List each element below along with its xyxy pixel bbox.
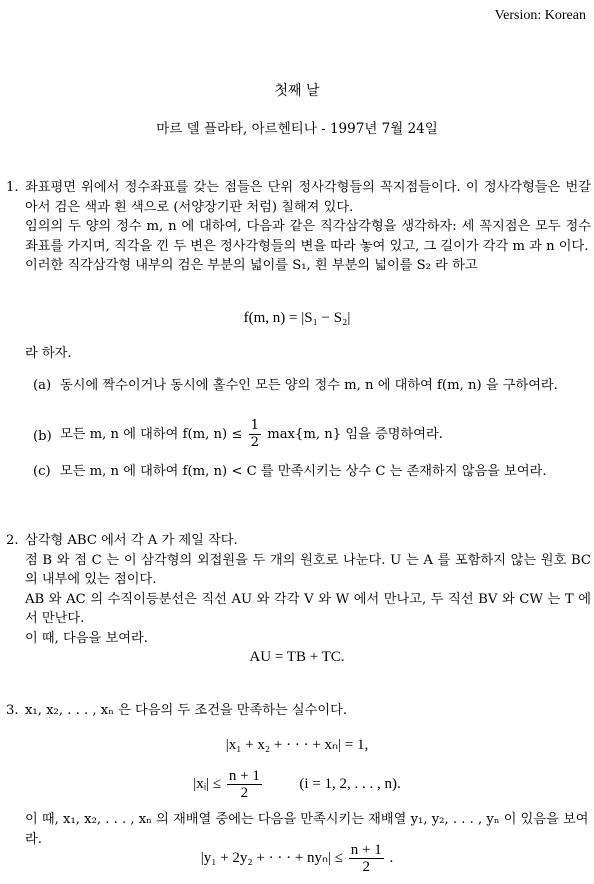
problem-1b-num: 1 [250, 418, 259, 433]
problem-3-f2-fraction [227, 768, 262, 801]
problem-3-f3-num: n + 1 [350, 842, 382, 858]
problem-2-body [25, 531, 591, 648]
problem-3-para-2: 이 때, x₁, x₂, . . . , xₙ 의 재배열 중에는 다음을 만족시키는 재배열 y₁, y₂, . . . , yₙ 이 있음을 보여라. [25, 812, 589, 847]
problem-3-f3-pre: |y₁ + 2y₂ + · · · + nyₙ| ≤ [200, 849, 344, 866]
problem-3-f2-pre: |xᵢ| ≤ [193, 775, 222, 792]
day-title: 첫째 날 [274, 83, 320, 99]
problem-3-f3-den: 2 [362, 859, 371, 875]
problem-2-formula: AU = TB + TC. [249, 649, 345, 665]
problem-1-para-1: 좌표평면 위에서 정수좌표를 갖는 점들은 단위 정사각형들의 꼭지점들이다. 이 정사각형들은 번갈아서 검은 색과 흰 색으로 (서양장기판 처럼) 칠해져 있다. [25, 180, 591, 215]
problem-1-formula: f(m, n) = |S₁ − S₂| [243, 310, 351, 326]
problem-2-para-2: 점 B 와 점 C 는 이 삼각형의 외접원을 두 개의 원호로 나눈다. U 는 A 를 포함하지 않는 원호 BC 의 내부에 있는 점이다. [25, 552, 591, 587]
problem-1b-text [60, 418, 590, 451]
problem-1a-label: (a) [33, 378, 52, 393]
problem-2-number: 2. [6, 533, 19, 548]
problem-3-formula-2 [0, 768, 594, 801]
problem-3-f2-den: 2 [240, 785, 249, 801]
problem-1-para-2: 임의의 두 양의 정수 m, n 에 대하여, 다음과 같은 직각삼각형을 생각하자: 세 꼭지점은 모두 정수좌표를 가지며, 직각을 낀 두 변은 정사각형들의 변을 따라 놓여 있고, 그 길이가 각각 m 과 n 이다. [25, 219, 591, 254]
problem-2-para-1: 삼각형 ABC 에서 각 A 가 제일 작다. [25, 533, 238, 548]
problem-3-formula-3 [0, 842, 594, 875]
problem-3-f3-post: . [389, 849, 394, 866]
problem-1-para-4: 라 하자. [25, 346, 72, 361]
problem-3-f2-post: (i = 1, 2, . . . , n). [299, 775, 401, 792]
problem-1c-label: (c) [33, 464, 51, 479]
version-label: Version: Korean [494, 8, 586, 23]
problem-2-para-4: 이 때, 다음을 보여라. [25, 630, 148, 646]
problem-1b-pre: 모든 m, n 에 대하여 f(m, n) ≤ [60, 427, 243, 442]
problem-1-body [25, 178, 591, 276]
problem-2-para-3: AB 와 AC 의 수직이등분선은 직선 AU 와 각각 V 와 W 에서 만나고, 두 직선 BV 와 CW 는 T 에서 만난다. [25, 591, 591, 626]
problem-3-para-1: x₁, x₂, . . . , xₙ 은 다음의 두 조건을 만족하는 실수이다. [25, 703, 348, 718]
problem-1b-fraction [249, 418, 261, 451]
problem-1b-post: max{m, n} 임을 증명하여라. [267, 427, 443, 442]
problem-1-number: 1. [6, 180, 19, 195]
problem-3-f3-fraction [349, 842, 384, 875]
problem-3-number: 3. [6, 703, 19, 718]
problem-3-f2-num: n + 1 [228, 768, 260, 784]
problem-3-formula-1: |x₁ + x₂ + · · · + xₙ| = 1, [225, 737, 369, 753]
problem-1c-text: 모든 m, n 에 대하여 f(m, n) < C 를 만족시키는 상수 C 는 존재하지 않음을 보여라. [60, 464, 547, 479]
problem-1-para-3: 이러한 직각삼각형 내부의 검은 부분의 넓이를 S₁, 흰 부분의 넓이를 S₂ 라 하고 [25, 258, 478, 273]
problem-1a-text: 동시에 짝수이거나 동시에 홀수인 모든 양의 정수 m, n 에 대하여 f(m, n) 을 구하여라. [60, 378, 558, 393]
problem-1b-label: (b) [33, 429, 52, 444]
problem-1b-den: 2 [250, 435, 259, 450]
location-date: 마르 델 플라타, 아르헨티나 - 1997년 7월 24일 [156, 121, 438, 137]
